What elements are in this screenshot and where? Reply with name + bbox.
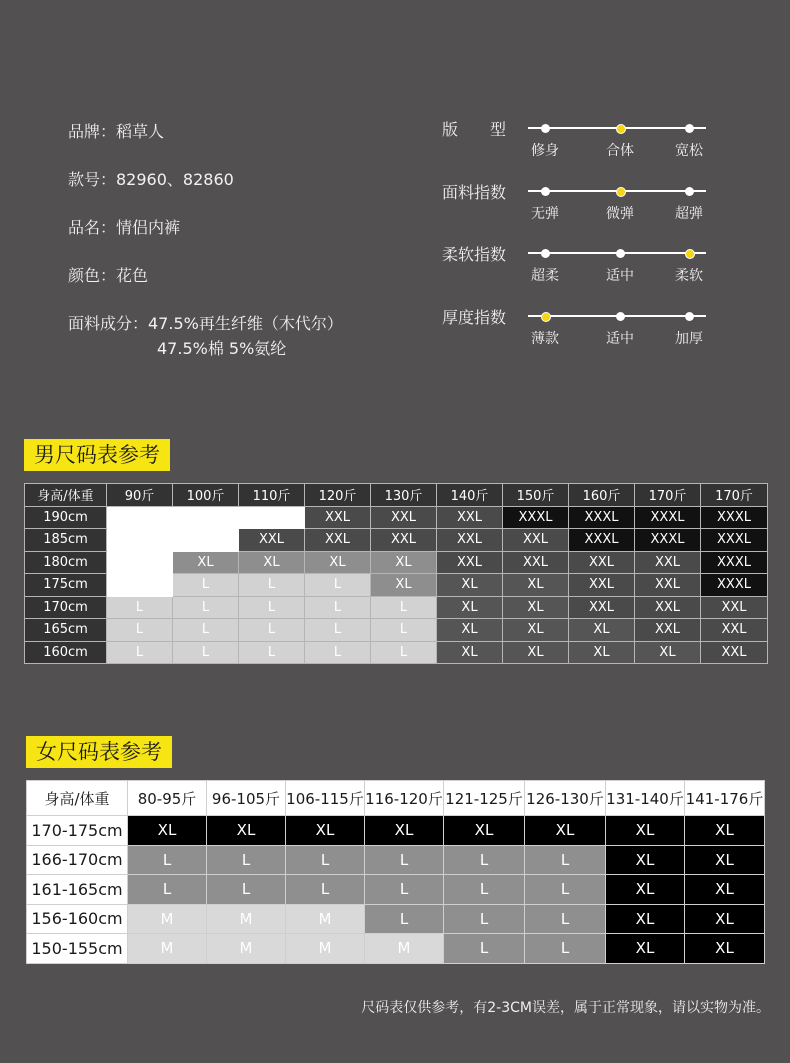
women-height-header: 166-170cm <box>27 845 128 875</box>
women-size-cell: L <box>207 875 286 905</box>
men-weight-header: 160斤 <box>569 484 635 507</box>
women-size-cell: XL <box>444 816 525 846</box>
scale-option-label: 合体 <box>606 143 634 159</box>
women-size-cell: XL <box>606 816 685 846</box>
men-size-cell: XL <box>635 641 701 664</box>
men-size-cell: L <box>173 596 239 619</box>
scale-dot-selected <box>616 124 626 134</box>
scale-label: 厚度指数 <box>442 308 507 327</box>
men-table-row <box>25 529 768 552</box>
scale-option-label: 宽松 <box>675 143 703 159</box>
women-table-row <box>27 845 765 875</box>
women-size-cell: XL <box>286 816 365 846</box>
men-height-header: 165cm <box>25 619 107 642</box>
men-size-cell: L <box>371 619 437 642</box>
women-size-cell: XL <box>128 816 207 846</box>
women-weight-header: 131-140斤 <box>606 781 685 816</box>
men-size-cell <box>107 551 173 574</box>
scale-dot <box>541 124 550 133</box>
color-text: 颜色：花色 <box>68 266 149 285</box>
men-size-cell <box>107 506 173 529</box>
product-name-text: 品名：情侣内裤 <box>68 218 181 237</box>
scale-option-label: 无弹 <box>531 206 559 222</box>
men-size-cell: XL <box>305 551 371 574</box>
women-size-cell: L <box>207 845 286 875</box>
men-size-cell: XL <box>503 574 569 597</box>
men-size-cell: XXL <box>503 529 569 552</box>
men-size-cell: XXL <box>635 574 701 597</box>
women-size-cell: L <box>444 904 525 934</box>
women-size-cell: L <box>286 875 365 905</box>
women-weight-header: 126-130斤 <box>525 781 606 816</box>
women-size-cell: L <box>286 845 365 875</box>
men-size-cell: L <box>107 619 173 642</box>
men-size-cell: XXL <box>701 641 768 664</box>
scale-label: 面料指数 <box>442 183 507 202</box>
women-size-chart-title: 女尺码表参考 <box>26 736 172 768</box>
women-size-cell: L <box>525 875 606 905</box>
women-size-cell: XL <box>606 875 685 905</box>
scale-option-label: 薄款 <box>531 331 559 347</box>
women-size-cell: XL <box>685 934 765 964</box>
men-size-cell: XL <box>371 551 437 574</box>
men-table-row <box>25 619 768 642</box>
scale-dot-selected <box>541 312 551 322</box>
men-weight-header: 100斤 <box>173 484 239 507</box>
men-size-cell: XXL <box>437 551 503 574</box>
men-size-cell: XL <box>437 596 503 619</box>
scale-dot <box>685 187 694 196</box>
men-size-cell: XXL <box>701 596 768 619</box>
men-size-cell <box>173 506 239 529</box>
women-size-cell: L <box>365 904 444 934</box>
men-weight-header: 120斤 <box>305 484 371 507</box>
men-size-cell: XXXL <box>701 574 768 597</box>
scale-dot <box>616 312 625 321</box>
men-size-cell: XXXL <box>701 551 768 574</box>
men-size-cell: L <box>305 619 371 642</box>
men-height-header: 160cm <box>25 641 107 664</box>
scale-option-label: 微弹 <box>606 206 634 222</box>
scale-option-label: 加厚 <box>675 331 703 347</box>
men-size-cell: L <box>239 641 305 664</box>
women-weight-header: 121-125斤 <box>444 781 525 816</box>
men-size-cell: XXL <box>305 529 371 552</box>
men-size-cell: XXXL <box>635 506 701 529</box>
women-table-row <box>27 816 765 846</box>
men-size-cell <box>107 574 173 597</box>
material-text: 面料成分：47.5%再生纤维（木代尔） <box>68 314 343 333</box>
men-size-cell: XL <box>503 596 569 619</box>
scale-dot <box>685 312 694 321</box>
material-text-line2: 47.5%棉 5%氨纶 <box>157 339 287 358</box>
men-size-cell <box>239 506 305 529</box>
women-size-table <box>26 780 765 964</box>
women-size-cell: L <box>525 934 606 964</box>
men-size-cell: XL <box>503 619 569 642</box>
men-table-row <box>25 551 768 574</box>
men-size-table <box>24 483 768 664</box>
men-size-cell: XXL <box>371 506 437 529</box>
men-table-row <box>25 596 768 619</box>
men-size-cell: XXL <box>701 619 768 642</box>
women-weight-header: 106-115斤 <box>286 781 365 816</box>
women-weight-header: 80-95斤 <box>128 781 207 816</box>
men-size-cell: XL <box>503 641 569 664</box>
scale-dot-selected <box>685 249 695 259</box>
women-height-header: 170-175cm <box>27 816 128 846</box>
women-size-cell: L <box>365 845 444 875</box>
men-weight-header: 170斤 <box>635 484 701 507</box>
men-size-cell: XXXL <box>701 506 768 529</box>
men-size-cell <box>173 529 239 552</box>
women-weight-header: 141-176斤 <box>685 781 765 816</box>
women-size-cell: M <box>286 904 365 934</box>
scale-label: 版 型 <box>442 120 507 139</box>
disclaimer-note: 尺码表仅供参考，有2-3CM误差，属于正常现象，请以实物为准。 <box>361 1000 770 1016</box>
men-size-cell: L <box>305 574 371 597</box>
men-weight-header: 140斤 <box>437 484 503 507</box>
men-size-cell: XXL <box>569 574 635 597</box>
women-size-cell: XL <box>685 845 765 875</box>
scale-option-label: 适中 <box>606 331 634 347</box>
men-size-cell: XXXL <box>635 529 701 552</box>
men-size-cell: XXL <box>569 596 635 619</box>
scale-option-label: 适中 <box>606 268 634 284</box>
women-size-cell: L <box>444 845 525 875</box>
women-size-cell: L <box>444 934 525 964</box>
men-size-cell: XXL <box>239 529 305 552</box>
men-size-cell: L <box>107 641 173 664</box>
men-height-header: 180cm <box>25 551 107 574</box>
men-size-cell: XXXL <box>701 529 768 552</box>
scale-dot-selected <box>616 187 626 197</box>
men-size-cell: XL <box>437 574 503 597</box>
men-size-cell: XXL <box>503 551 569 574</box>
scale-dot <box>685 124 694 133</box>
women-size-cell: L <box>525 845 606 875</box>
men-size-cell: XL <box>371 574 437 597</box>
scale-option-label: 超弹 <box>675 206 703 222</box>
men-size-cell: XXXL <box>503 506 569 529</box>
men-weight-header: 110斤 <box>239 484 305 507</box>
men-size-cell: XL <box>437 619 503 642</box>
women-table-row <box>27 904 765 934</box>
women-size-cell: M <box>207 934 286 964</box>
women-weight-header: 96-105斤 <box>207 781 286 816</box>
model-number-text: 款号：82960、82860 <box>68 170 234 189</box>
women-height-header: 161-165cm <box>27 875 128 905</box>
women-size-cell: XL <box>685 875 765 905</box>
men-size-cell: L <box>239 574 305 597</box>
women-size-cell: M <box>128 904 207 934</box>
men-size-cell: L <box>239 619 305 642</box>
men-size-cell: XXXL <box>569 506 635 529</box>
women-table-row <box>27 875 765 905</box>
men-weight-header: 90斤 <box>107 484 173 507</box>
men-size-cell: XXL <box>371 529 437 552</box>
scale-dot <box>541 187 550 196</box>
men-size-cell: XL <box>569 619 635 642</box>
scale-option-label: 修身 <box>531 143 559 159</box>
women-size-cell: M <box>286 934 365 964</box>
men-table-corner: 身高/体重 <box>25 484 107 507</box>
women-table-corner: 身高/体重 <box>27 781 128 816</box>
men-size-cell <box>107 529 173 552</box>
men-size-cell: L <box>173 619 239 642</box>
men-weight-header: 150斤 <box>503 484 569 507</box>
men-size-cell: XXXL <box>569 529 635 552</box>
scale-label: 柔软指数 <box>442 245 507 264</box>
men-height-header: 185cm <box>25 529 107 552</box>
men-size-cell: XL <box>239 551 305 574</box>
men-size-cell: XXL <box>305 506 371 529</box>
scale-option-label: 超柔 <box>531 268 559 284</box>
men-size-cell: L <box>239 596 305 619</box>
men-table-row <box>25 641 768 664</box>
men-size-cell: L <box>305 641 371 664</box>
scale-dot <box>616 249 625 258</box>
men-height-header: 170cm <box>25 596 107 619</box>
men-weight-header: 130斤 <box>371 484 437 507</box>
brand-text: 品牌：稻草人 <box>68 122 165 141</box>
men-size-cell: XL <box>569 641 635 664</box>
women-size-cell: XL <box>606 904 685 934</box>
men-size-cell: L <box>107 596 173 619</box>
women-height-header: 156-160cm <box>27 904 128 934</box>
women-size-cell: XL <box>606 845 685 875</box>
men-size-cell: L <box>173 574 239 597</box>
men-size-cell: L <box>305 596 371 619</box>
men-size-cell: XXL <box>437 506 503 529</box>
women-size-cell: L <box>128 875 207 905</box>
women-size-cell: L <box>128 845 207 875</box>
men-size-cell: XXL <box>569 551 635 574</box>
women-table-row <box>27 934 765 964</box>
women-weight-header: 116-120斤 <box>365 781 444 816</box>
women-size-cell: M <box>365 934 444 964</box>
women-size-cell: L <box>525 904 606 934</box>
men-size-cell: L <box>371 596 437 619</box>
men-height-header: 190cm <box>25 506 107 529</box>
women-size-cell: XL <box>685 904 765 934</box>
men-size-cell: XL <box>173 551 239 574</box>
men-size-cell: XXL <box>437 529 503 552</box>
women-size-cell: L <box>365 875 444 905</box>
men-size-cell: XL <box>437 641 503 664</box>
men-size-cell: XXL <box>635 596 701 619</box>
women-size-cell: XL <box>606 934 685 964</box>
men-size-cell: XXL <box>635 551 701 574</box>
women-size-cell: XL <box>525 816 606 846</box>
men-table-row <box>25 506 768 529</box>
women-size-cell: L <box>444 875 525 905</box>
women-size-cell: XL <box>207 816 286 846</box>
women-size-cell: M <box>207 904 286 934</box>
men-weight-header: 170斤 <box>701 484 768 507</box>
men-table-row <box>25 574 768 597</box>
men-size-cell: L <box>371 641 437 664</box>
men-size-chart-title: 男尺码表参考 <box>24 439 170 471</box>
men-height-header: 175cm <box>25 574 107 597</box>
women-height-header: 150-155cm <box>27 934 128 964</box>
scale-option-label: 柔软 <box>675 268 703 284</box>
women-size-cell: XL <box>365 816 444 846</box>
scale-dot <box>541 249 550 258</box>
men-size-cell: XXL <box>635 619 701 642</box>
women-size-cell: XL <box>685 816 765 846</box>
men-size-cell: L <box>173 641 239 664</box>
women-size-cell: M <box>128 934 207 964</box>
